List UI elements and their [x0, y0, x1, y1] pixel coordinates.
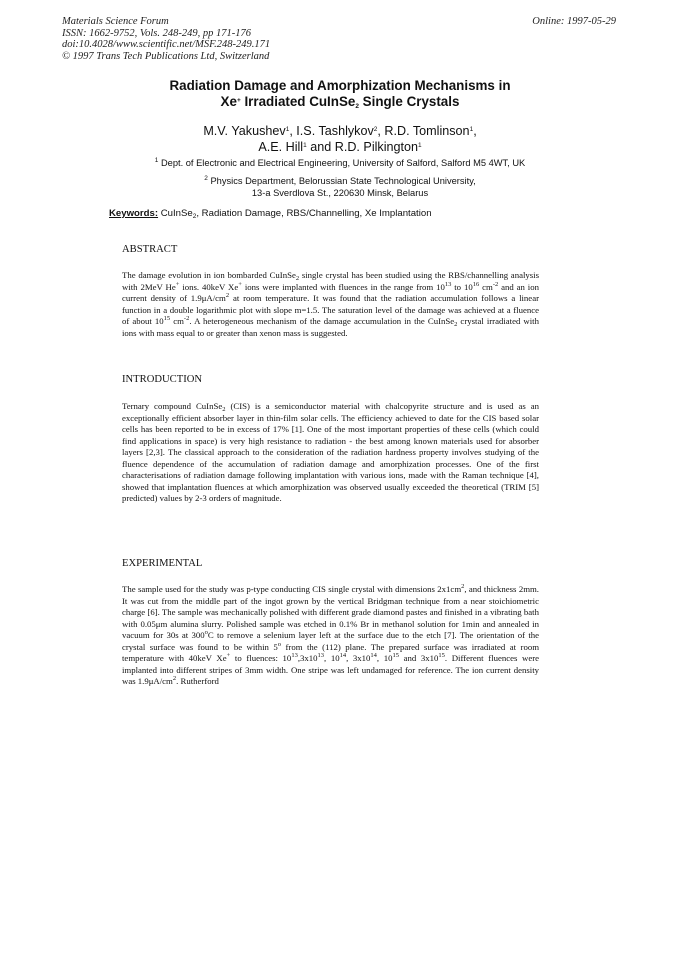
affiliation-2-text: Physics Department, Belorussian State Technological University,: [207, 176, 476, 186]
authors-line-2: [60, 139, 620, 155]
superscript: o: [277, 640, 282, 648]
text-run: (CIS) is a semiconductor material with chalcopyrite structure and is used as an exceptionally efficient absorber layer in thin-film solar cells. The efficiency achieved to date for the CIS based solar cells has been reported to be in excess of 17% [1]. One of the most important properties of these cells (which could find applications in space) is very high resistance to radiation - the best among known materials used for absorber layers [2,3]. The classical approach to the consideration of the radiation hardness property involves studying of the fluence dependence of the accumulation of radiation damage and amorphization processes. One of the first characterisations of radiation damage following implantation with various ions, made with the Raman technique [4], showed that implantation fluences at which amorphization was observed usually exceeded the theoretical (TRIM [5] predicted) values by 2-3 orders of magnitude.: [122, 401, 539, 503]
superscript: 13: [317, 652, 324, 659]
title-sub: 2: [355, 103, 359, 110]
keywords: [109, 208, 629, 220]
superscript: -2: [183, 315, 190, 322]
superscript: 14: [370, 652, 377, 659]
abstract-heading: ABSTRACT: [122, 244, 178, 255]
subscript: 2: [222, 406, 226, 413]
text-run: ,3x10: [297, 653, 318, 663]
superscript: 15: [392, 652, 399, 659]
superscript: +: [238, 280, 242, 288]
superscript: 14: [339, 652, 347, 659]
author-tashlykov: , I.S. Tashlykov: [289, 124, 374, 138]
affiliation-sup: 1: [154, 157, 159, 164]
author-comma: ,: [473, 124, 477, 138]
abstract-body: [122, 270, 539, 339]
author-sup: 1: [303, 142, 307, 149]
title-line-1: Radiation Damage and Amorphization Mechanisms in: [169, 78, 511, 93]
affiliation-1: [60, 158, 620, 170]
issn-line: ISSN: 1662-9752, Vols. 248-249, pp 171-176: [62, 27, 251, 39]
author-hill: A.E. Hill: [258, 140, 304, 154]
copyright-line: © 1997 Trans Tech Publications Ltd, Switzerland: [62, 50, 270, 62]
superscript: 13: [291, 652, 298, 659]
text-run: from the (112) plane. The prepared surface was irradiated at room temperature with 40keV Xe: [122, 641, 540, 663]
superscript: +: [175, 280, 180, 288]
experimental-heading: EXPERIMENTAL: [122, 558, 203, 569]
title-line-2: [60, 94, 620, 110]
affiliation-2-line-1: [60, 176, 620, 188]
text-run: , and thickness 2mm. It was cut from the middle part of the ingot grown by the vertical Bridgman technique from a near stoichiometric charge [6]. The sample was mechanically polished with different grade diamond pastes and finished in a vibrating bath with 0.05μm alumina slurry. Polished sample was etched in 0.1% Br in methanol solution for 1min and annealed in vacuum for 30s at 300: [122, 584, 539, 640]
author-tomlinson: , R.D. Tomlinson: [377, 124, 470, 138]
text-run: at room temperature. It was found that the radiation accumulation follows a linear function in a double logarithmic plot with slope m=1.5. The saturation level of the damage was achieved at a fluence of about 10: [122, 293, 539, 326]
text-run: cm: [170, 316, 184, 326]
text-run: , 10: [376, 653, 393, 663]
text-run: . A heterogeneous mechanism of the damage accumulation in the CuInSe: [189, 316, 455, 326]
superscript: 16: [472, 280, 480, 288]
text-run: cm: [479, 281, 493, 292]
keywords-text: CuInSe: [158, 208, 193, 219]
superscript: 2: [461, 583, 465, 590]
text-run: C to remove a selenium layer left at the surface due to the etch [7]. The orientation of the crystal surface was found to be within 5: [122, 630, 540, 652]
affiliation-2: [60, 176, 620, 199]
text-run: . Different fluences were implanted into different stripes of 3mm width. One stripe was left undamaged for reference. The ion current density was 1.9μA/cm: [122, 653, 540, 686]
text-run: and 3x10: [398, 653, 439, 663]
text-run: The damage evolution in ion bombarded CuInSe: [122, 270, 296, 280]
affiliation-sup: 2: [204, 175, 208, 182]
keywords-sub: 2: [192, 213, 197, 220]
keywords-text: , Radiation Damage, RBS/Channelling, Xe Implantation: [196, 208, 432, 219]
text-run: crystal irradiated with ions with mass equal to or greater than xenon mass is suggested.: [122, 316, 539, 338]
title-mid: Irradiated CuInSe: [240, 94, 356, 109]
author-list: [60, 123, 620, 155]
title-end: Single Crystals: [358, 94, 460, 109]
title-plus: +: [236, 97, 241, 104]
journal-name: Materials Science Forum: [62, 16, 169, 27]
introduction-heading: INTRODUCTION: [122, 374, 203, 385]
author-yakushev: M.V. Yakushev: [203, 124, 286, 138]
affiliation-1-text: Dept. of Electronic and Electrical Engineering, University of Salford, Salford M5 4WT, UK: [158, 158, 526, 168]
text-run: single crystal has been studied using the RBS/channelling analysis with 2MeV He: [122, 270, 540, 292]
text-run: ions were implanted with fluences in the range from 10: [241, 281, 445, 292]
introduction-body: [122, 401, 539, 505]
superscript: 2: [172, 675, 177, 682]
superscript: 15: [438, 652, 445, 659]
superscript: o: [204, 629, 208, 636]
author-pilkington: and R.D. Pilkington: [306, 140, 419, 154]
subscript: 2: [454, 321, 458, 328]
superscript: 15: [163, 315, 171, 322]
superscript: +: [226, 652, 231, 659]
author-sup: 2: [373, 126, 378, 133]
superscript: 13: [444, 280, 452, 288]
title-xe: Xe: [220, 94, 237, 109]
text-run: , 3x10: [346, 653, 371, 663]
text-run: , 10: [324, 653, 340, 663]
text-run: Ternary compound CuInSe: [122, 401, 223, 411]
authors-line-1: [60, 123, 620, 139]
keywords-label: Keywords:: [109, 208, 159, 219]
text-run: to 10: [451, 281, 473, 292]
experimental-body: [122, 584, 539, 688]
paper-title: [60, 78, 620, 110]
superscript: 2: [225, 292, 230, 299]
author-sup: 1: [418, 142, 422, 149]
author-sup: 1: [285, 126, 290, 133]
superscript: -2: [492, 280, 499, 288]
text-run: ions. 40keV Xe: [179, 281, 239, 292]
subscript: 2: [295, 275, 300, 282]
text-run: to fluences: 10: [230, 653, 292, 663]
journal-header: [62, 16, 622, 62]
online-date: Online: 1997-05-29: [532, 16, 616, 27]
text-run: . Rutherford: [176, 676, 219, 686]
doi-line[interactable]: doi:10.4028/www.scientific.net/MSF.248-249.171: [62, 39, 271, 50]
author-sup: 1: [469, 126, 474, 133]
text-run: and an ion current density of 1.9μA/cm: [122, 281, 539, 303]
affiliation-2-line-2: 13-a Sverdlova St., 220630 Minsk, Belarus: [251, 187, 429, 198]
text-run: The sample used for the study was p-type conducting CIS single crystal with dimensions 2x1cm: [122, 584, 462, 594]
